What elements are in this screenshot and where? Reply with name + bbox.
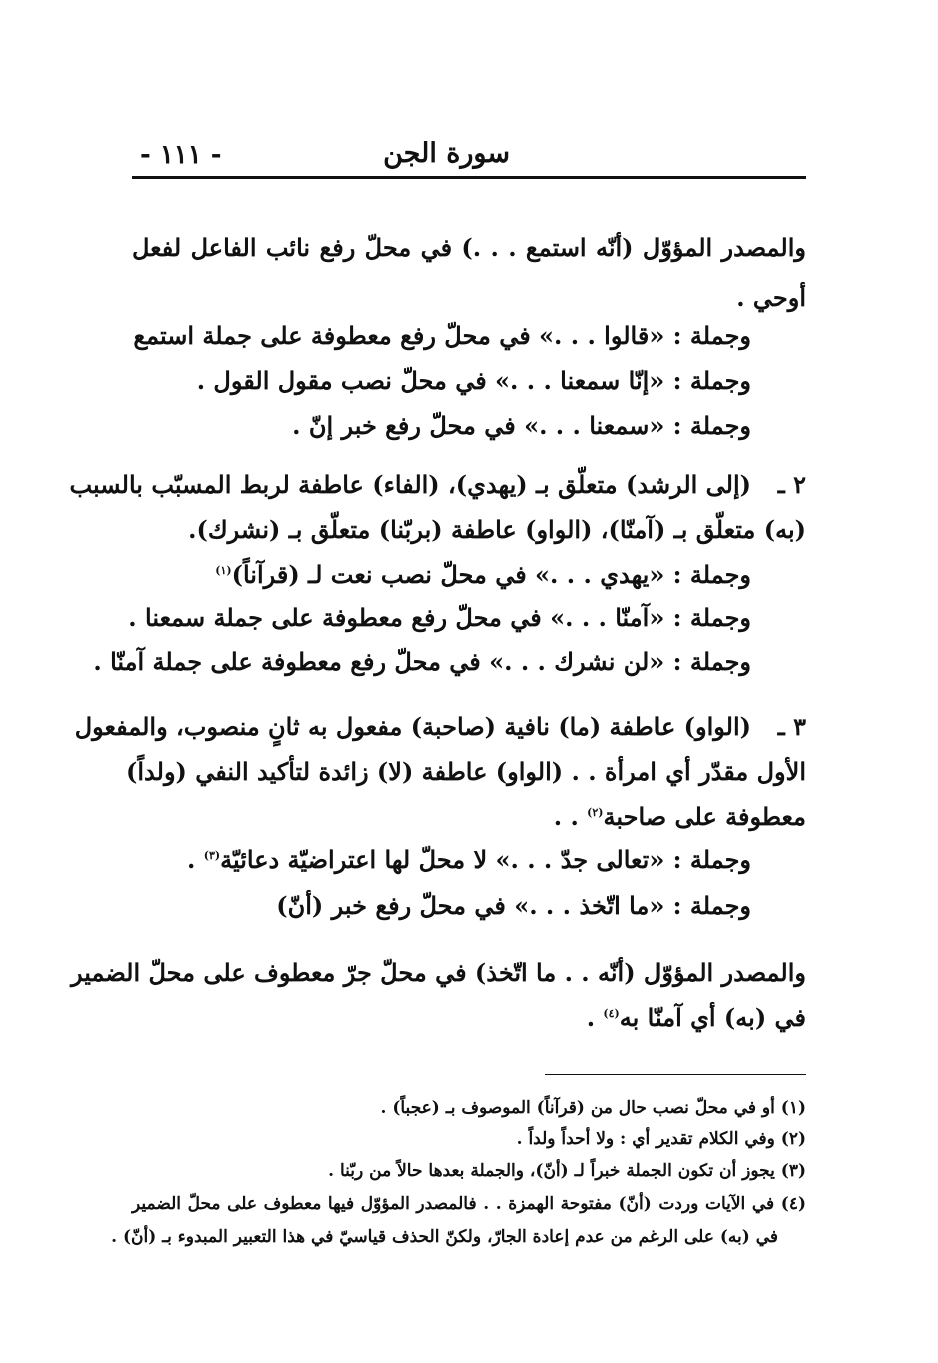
body-line: وجملة : «قالوا . . .» في محلّ رفع معطوفة على جملة استمع — [133, 321, 751, 350]
header-rule — [132, 176, 806, 179]
body-line: وجملة : «تعالى جدّ . . .» لا محلّ لها اعتراضيّة دعائيّة$^{(٣)}$ . — [187, 845, 751, 874]
footnote: في (به) على الرغم من عدم إعادة الجارّ، ولكنّ الحذف قياسيّ في هذا التعبير المبدوء بـ (أنّ) . — [111, 1227, 778, 1247]
footnote: (٢) وفي الكلام تقدير أي : ولا أحداً ولداً . — [516, 1129, 806, 1149]
body-line: معطوفة على صاحبة$^{(٢)}$ . . — [553, 802, 806, 831]
body-line: وجملة : «سمعنا . . .» في محلّ رفع خبر إنّ . — [292, 411, 751, 440]
body-line: والمصدر المؤوّل (أنّه . . ما اتّخذ) في محلّ جرّ معطوف على محلّ الضمير — [70, 958, 806, 987]
body-line: الأول مقدّر أي امرأة . . (الواو) عاطفة (لا) زائدة لتأكيد النفي (ولداً) — [126, 757, 806, 786]
section-number: ٣ ـ — [777, 712, 806, 741]
footnote-ref: (٤) — [603, 1007, 620, 1020]
surah-title: سورة الجن — [383, 138, 510, 169]
body-line: وجملة : «يهدي . . .» في محلّ نصب نعت لـ (قرآناً)$^{(١)}$ — [215, 560, 751, 589]
body-line: (به) متعلّق بـ (آمنّا)، (الواو) عاطفة (بربّنا) متعلّق بـ (نشرك). — [188, 515, 806, 544]
body-line: (الواو) عاطفة (ما) نافية (صاحبة) مفعول به ثانٍ منصوب، والمفعول — [74, 712, 751, 741]
body-line: وجملة : «آمنّا . . .» في محلّ رفع معطوفة على جملة سمعنا . — [128, 603, 751, 632]
footnote-rule — [545, 1074, 806, 1075]
body-line: (إلى الرشد) متعلّق بـ (يهدي)، (الفاء) عاطفة لربط المسبّب بالسبب — [69, 470, 751, 499]
body-line: وجملة : «إنّا سمعنا . . .» في محلّ نصب مقول القول . — [196, 366, 751, 395]
body-line: وجملة : «ما اتّخذ . . .» في محلّ رفع خبر (أنّ) — [276, 891, 751, 920]
footnote: (٤) في الآيات وردت (أنّ) مفتوحة الهمزة . . فالمصدر المؤوّل فيها معطوف على محلّ الضمير — [132, 1194, 806, 1214]
body-line: أوحي . — [736, 283, 806, 312]
footnote: (١) أو في محلّ نصب حال من (قرآناً) الموصوف بـ (عجباً) . — [380, 1098, 806, 1118]
page-number: - ١١١ - — [140, 140, 222, 170]
body-line: وجملة : «لن نشرك . . .» في محلّ رفع معطوفة على جملة آمنّا . — [93, 647, 751, 676]
section-number: ٢ ـ — [777, 470, 806, 499]
footnote-ref: (١) — [215, 564, 232, 577]
footnote-ref: (٢) — [587, 806, 604, 819]
body-line: والمصدر المؤوّل (أنّه استمع . . .) في محلّ رفع نائب الفاعل لفعل — [132, 233, 806, 262]
running-header — [132, 138, 806, 178]
body-line: في (به) أي آمنّا به$^{(٤)}$ . — [586, 1003, 806, 1032]
footnote: (٣) يجوز أن تكون الجملة خبراً لـ (أنّ)، والجملة بعدها حالاً من ربّنا . — [328, 1161, 806, 1181]
footnote-ref: (٣) — [203, 849, 221, 862]
